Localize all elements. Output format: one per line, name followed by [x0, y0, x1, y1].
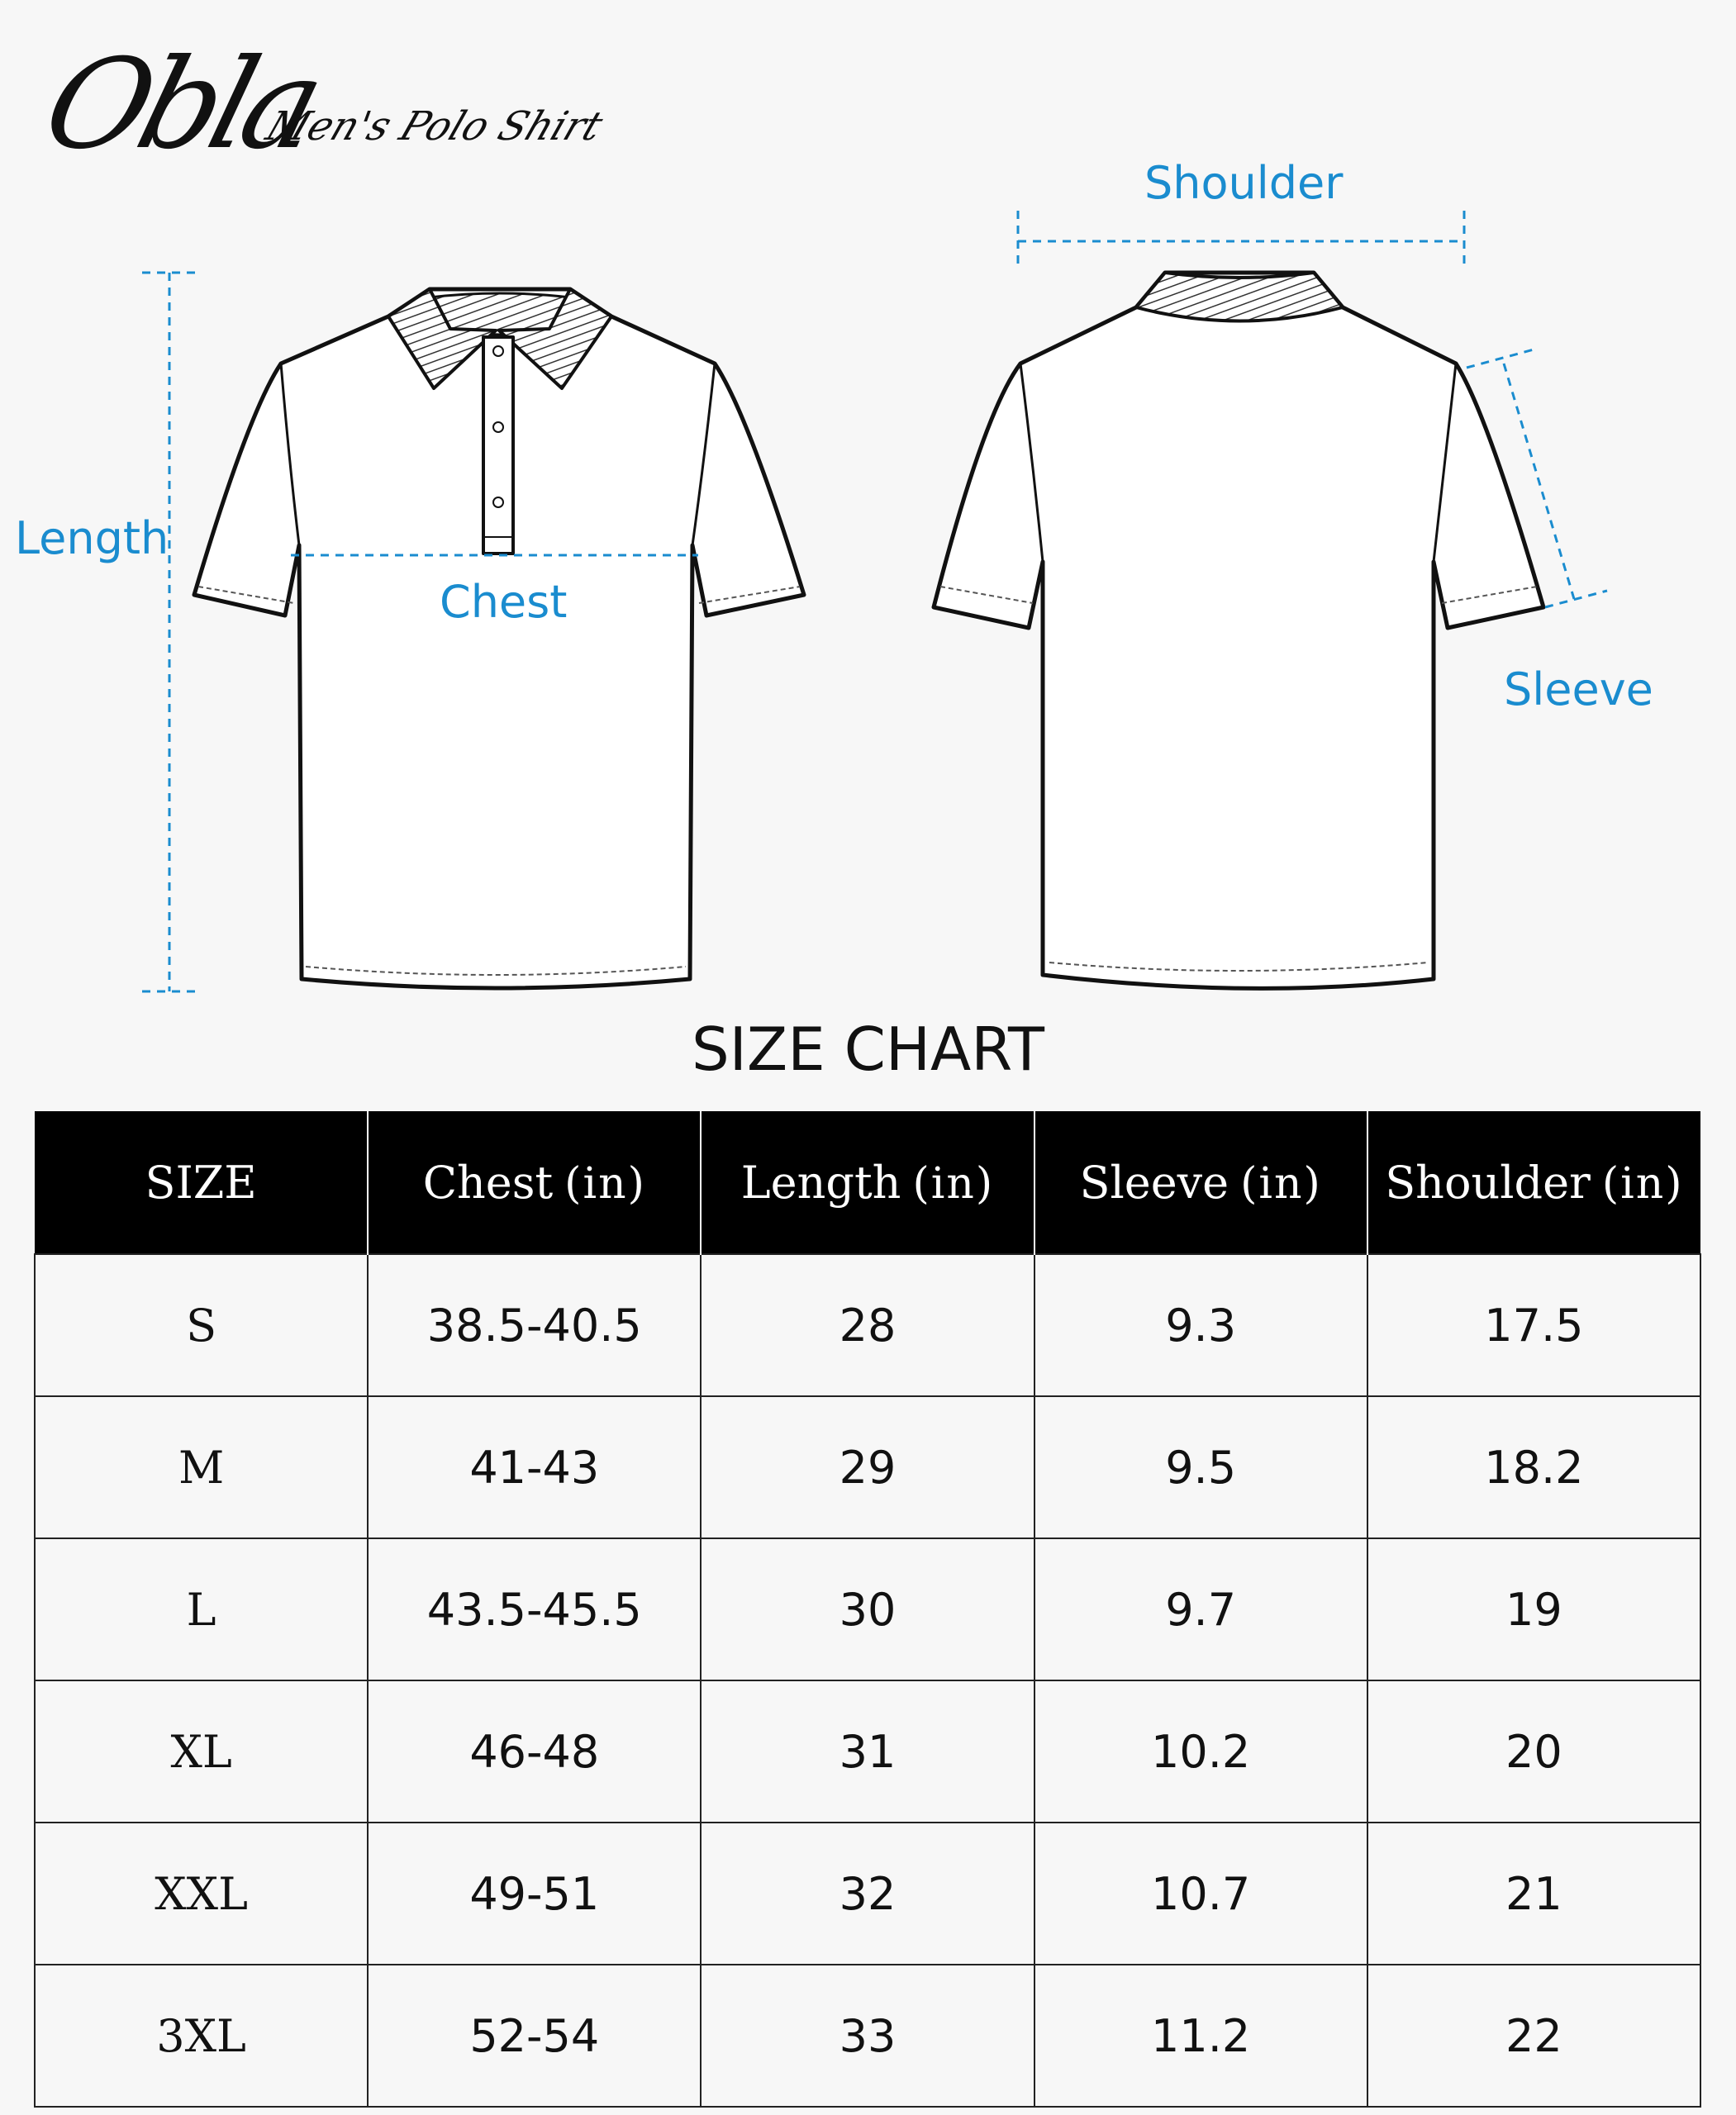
shoulder-cell: 22: [1367, 1965, 1700, 2107]
header-length: Length (in): [701, 1111, 1034, 1254]
size-chart-table: [34, 1111, 1701, 2108]
header-unit: (in): [912, 1158, 995, 1209]
size-cell: XL: [35, 1680, 368, 1823]
sleeve-cell: 10.7: [1034, 1823, 1367, 1965]
sleeve-cell: 9.7: [1034, 1538, 1367, 1680]
shoulder-cell: 18.2: [1367, 1396, 1700, 1538]
length-cell: 30: [701, 1538, 1034, 1680]
table-row: [35, 1254, 1700, 1396]
header-unit: (in): [1601, 1158, 1684, 1209]
length-cell: 29: [701, 1396, 1034, 1538]
sleeve-cell: 9.3: [1034, 1254, 1367, 1396]
table-row: [35, 1823, 1700, 1965]
header-chest: Chest (in): [368, 1111, 701, 1254]
table-row: [35, 1680, 1700, 1823]
header-size: SIZE: [35, 1111, 368, 1254]
sleeve-cell: 10.2: [1034, 1680, 1367, 1823]
brand-name: Obla: [30, 33, 331, 177]
chest-label: Chest: [440, 576, 568, 628]
size-cell: L: [35, 1538, 368, 1680]
chest-cell: 46-48: [368, 1680, 701, 1823]
shoulder-cell: 19: [1367, 1538, 1700, 1680]
length-cell: 33: [701, 1965, 1034, 2107]
size-cell: 3XL: [35, 1965, 368, 2107]
shoulder-cell: 17.5: [1367, 1254, 1700, 1396]
header-unit: (in): [564, 1158, 646, 1209]
polo-shirt-diagram: [0, 132, 1736, 1008]
length-label: Length: [15, 512, 169, 564]
shoulder-cell: 20: [1367, 1680, 1700, 1823]
table-row: [35, 1396, 1700, 1538]
chest-cell: 43.5-45.5: [368, 1538, 701, 1680]
size-cell: XXL: [35, 1823, 368, 1965]
chest-cell: 49-51: [368, 1823, 701, 1965]
table-row: [35, 1538, 1700, 1680]
length-cell: 28: [701, 1254, 1034, 1396]
table-row: [35, 1965, 1700, 2107]
length-cell: 31: [701, 1680, 1034, 1823]
front-shirt-icon: [194, 289, 804, 988]
sleeve-cell: 9.5: [1034, 1396, 1367, 1538]
back-shirt-icon: [934, 273, 1543, 988]
chest-cell: 41-43: [368, 1396, 701, 1538]
chest-cell: 52-54: [368, 1965, 701, 2107]
sleeve-cell: 11.2: [1034, 1965, 1367, 2107]
sleeve-label: Sleeve: [1504, 663, 1653, 715]
chart-title: SIZE CHART: [691, 1015, 1045, 1084]
header-unit: (in): [1240, 1158, 1322, 1209]
size-cell: M: [35, 1396, 368, 1538]
length-cell: 32: [701, 1823, 1034, 1965]
table-header-row: [35, 1111, 1700, 1254]
size-cell: S: [35, 1254, 368, 1396]
header-shoulder: Shoulder (in): [1367, 1111, 1700, 1254]
shoulder-label: Shoulder: [1144, 157, 1344, 209]
product-name: Men's Polo Shirt: [259, 103, 609, 150]
shoulder-cell: 21: [1367, 1823, 1700, 1965]
chest-cell: 38.5-40.5: [368, 1254, 701, 1396]
header-sleeve: Sleeve (in): [1034, 1111, 1367, 1254]
